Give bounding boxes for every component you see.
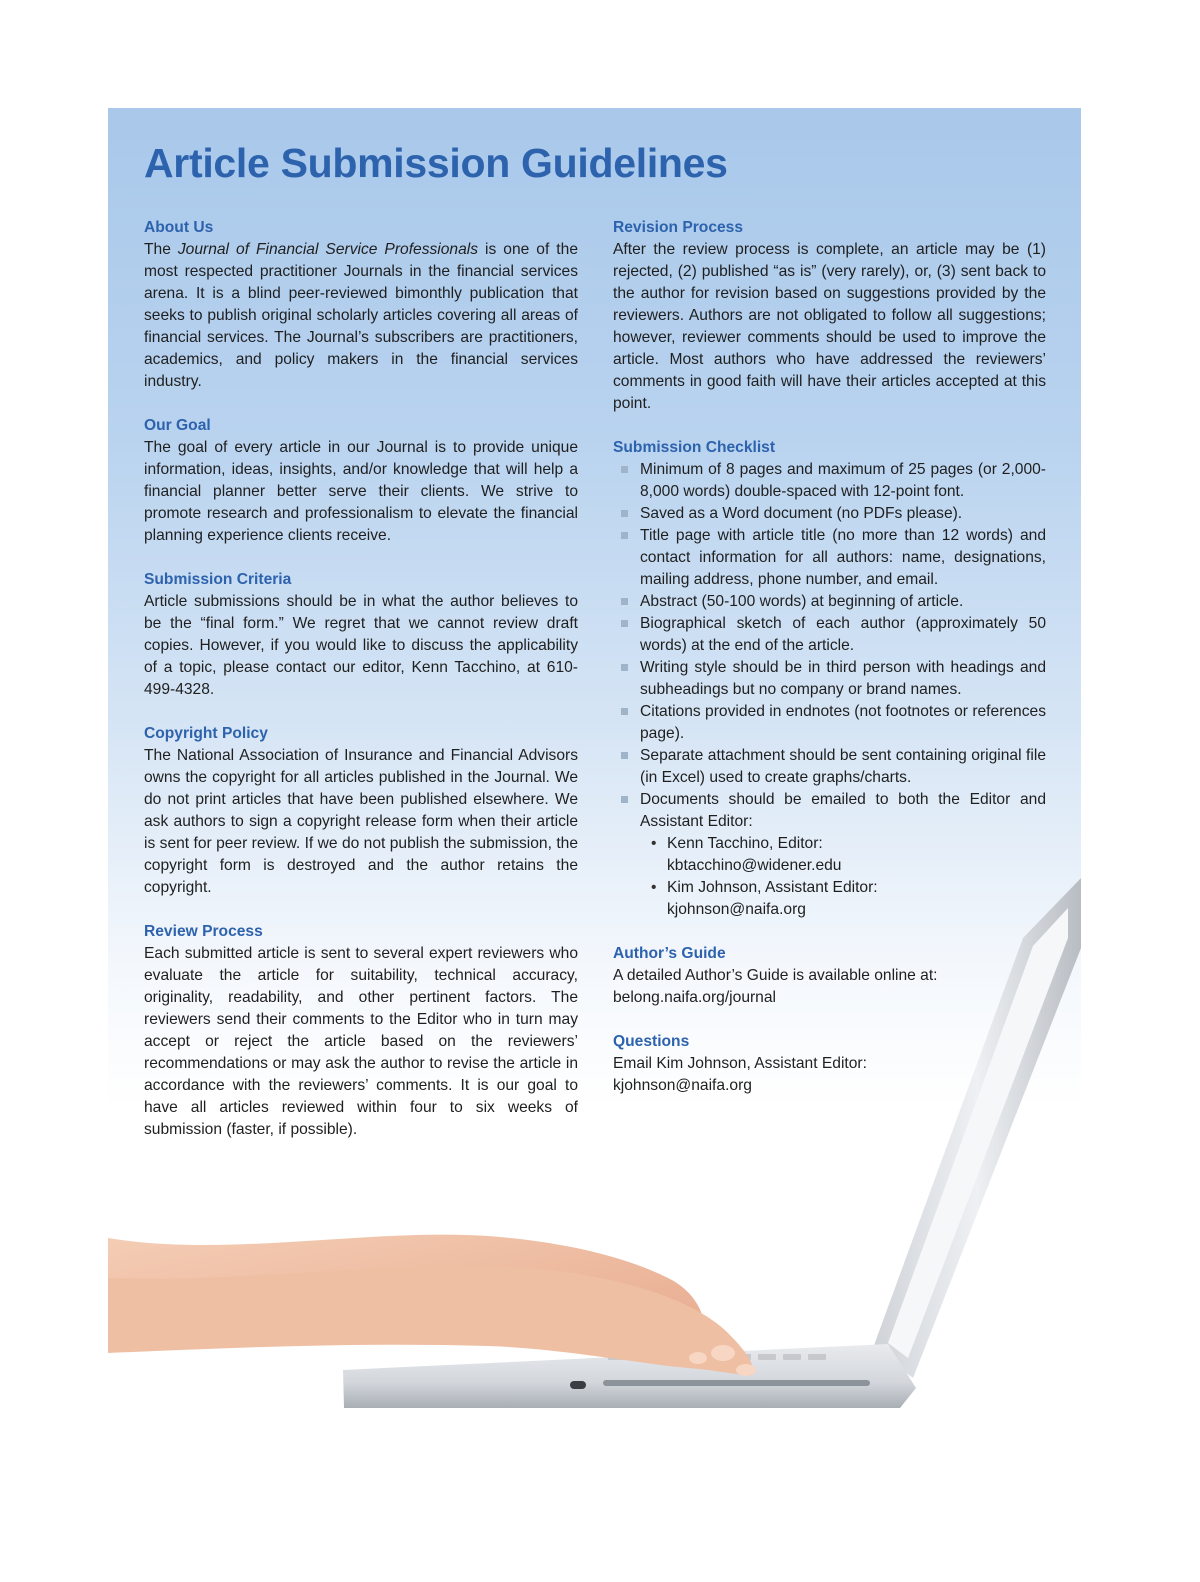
revision-heading: Revision Process: [613, 219, 744, 236]
goal-heading: Our Goal: [144, 417, 211, 434]
questions-text: [613, 1053, 1046, 1097]
checklist-item-emails: [613, 789, 1046, 921]
authors-guide-section: [613, 943, 1046, 1009]
page-title: Article Submission Guidelines: [144, 140, 728, 186]
guidelines-panel: [108, 108, 1081, 1460]
checklist-item: Minimum of 8 pages and maximum of 25 pages (or 2,000-8,000 words) double-spaced with 12-point font.: [613, 459, 1046, 503]
checklist-item-text: Documents should be emailed to both the Editor and Assistant Editor:: [640, 791, 1046, 830]
checklist-item: Saved as a Word document (no PDFs please).: [613, 503, 1046, 525]
about-text-pre: The: [144, 241, 178, 258]
contact-role: • Kenn Tacchino, Editor:: [667, 835, 823, 852]
goal-text: The goal of every article in our Journal is to provide unique information, ideas, insights, and/or knowledge that will help a financial planner better serve their clients. We strive to promote research and professionalism to elevate the financial planning experience clients receive.: [144, 439, 578, 544]
authors-guide-heading: Author’s Guide: [613, 945, 726, 962]
criteria-text: Article submissions should be in what the author believes to be the “final form.” We regret that we cannot review draft copies. However, if you would like to discuss the applicability of a topic, please contact our editor, Kenn Tacchino, at 610-499-4328.: [144, 593, 578, 698]
about-heading: About Us: [144, 219, 214, 236]
questions-line: Email Kim Johnson, Assistant Editor:: [613, 1055, 867, 1072]
checklist-section: [613, 437, 1046, 921]
contact-email[interactable]: kjohnson@naifa.org: [667, 901, 806, 918]
authors-guide-text: [613, 965, 1046, 1009]
copyright-section: [144, 723, 578, 899]
checklist-item: Abstract (50-100 words) at beginning of article.: [613, 591, 1046, 613]
contact-item: [640, 877, 1046, 921]
right-column: [613, 217, 1046, 1119]
questions-heading: Questions: [613, 1033, 690, 1050]
checklist-item: Writing style should be in third person with headings and subheadings but no company or brand names.: [613, 657, 1046, 701]
revision-text: After the review process is complete, an article may be (1) rejected, (2) published “as is” (very rarely), or, (3) sent back to the author for revision based on suggestions provided by the reviewers. Authors are not obligated to follow all suggestions; however, reviewer comments should be used to improve the article. Most authors who have addressed the reviewers’ comments in good faith will have their articles accepted at this point.: [613, 241, 1046, 412]
revision-section: [613, 217, 1046, 415]
checklist-item: Biographical sketch of each author (approximately 50 words) at the end of the article.: [613, 613, 1046, 657]
contact-list: [640, 833, 1046, 921]
about-text: [144, 239, 578, 393]
checklist: [613, 459, 1046, 921]
journal-name: Journal of Financial Service Professionals: [177, 241, 479, 258]
authors-guide-link[interactable]: belong.naifa.org/journal: [613, 989, 776, 1006]
checklist-item: Citations provided in endnotes (not footnotes or references page).: [613, 701, 1046, 745]
contact-role: • Kim Johnson, Assistant Editor:: [667, 879, 878, 896]
review-heading: Review Process: [144, 923, 263, 940]
about-text-post: is one of the most respected practitioner Journals in the financial services arena. It is a blind peer-reviewed bimonthly publication that seeks to publish original scholarly articles covering all areas of financial services. The Journal’s subscribers are practitioners, academics, and policy makers in the financial services industry.: [144, 241, 578, 390]
criteria-section: [144, 569, 578, 701]
goal-section: [144, 415, 578, 547]
criteria-heading: Submission Criteria: [144, 571, 292, 588]
copyright-heading: Copyright Policy: [144, 725, 268, 742]
contact-email[interactable]: kbtacchino@widener.edu: [667, 857, 842, 874]
review-section: [144, 921, 578, 1141]
copyright-text: The National Association of Insurance and Financial Advisors owns the copyright for all articles published in the Journal. We do not print articles that have been published elsewhere. We ask authors to sign a copyright release form when their article is sent for peer review. If we do not publish the submission, the copyright form is destroyed and the author retains the copyright.: [144, 747, 578, 896]
about-section: [144, 217, 578, 393]
checklist-item: Separate attachment should be sent containing original file (in Excel) used to create graphs/charts.: [613, 745, 1046, 789]
contact-item: [640, 833, 1046, 877]
checklist-item: Title page with article title (no more than 12 words) and contact information for all authors: name, designations, mailing address, phone number, and email.: [613, 525, 1046, 591]
checklist-heading: Submission Checklist: [613, 439, 776, 456]
review-text: Each submitted article is sent to several expert reviewers who evaluate the article for suitability, technical accuracy, originality, readability, and other pertinent factors. The reviewers send their comments to the Editor who in turn may accept or reject the article based on the reviewers’ recommendations or may ask the author to revise the article in accordance with the reviewers’ comments. It is our goal to have all articles reviewed within four to six weeks of submission (faster, if possible).: [144, 945, 578, 1138]
left-column: [144, 217, 578, 1163]
questions-section: [613, 1031, 1046, 1097]
authors-guide-line: A detailed Author’s Guide is available online at:: [613, 967, 938, 984]
questions-email[interactable]: kjohnson@naifa.org: [613, 1077, 752, 1094]
